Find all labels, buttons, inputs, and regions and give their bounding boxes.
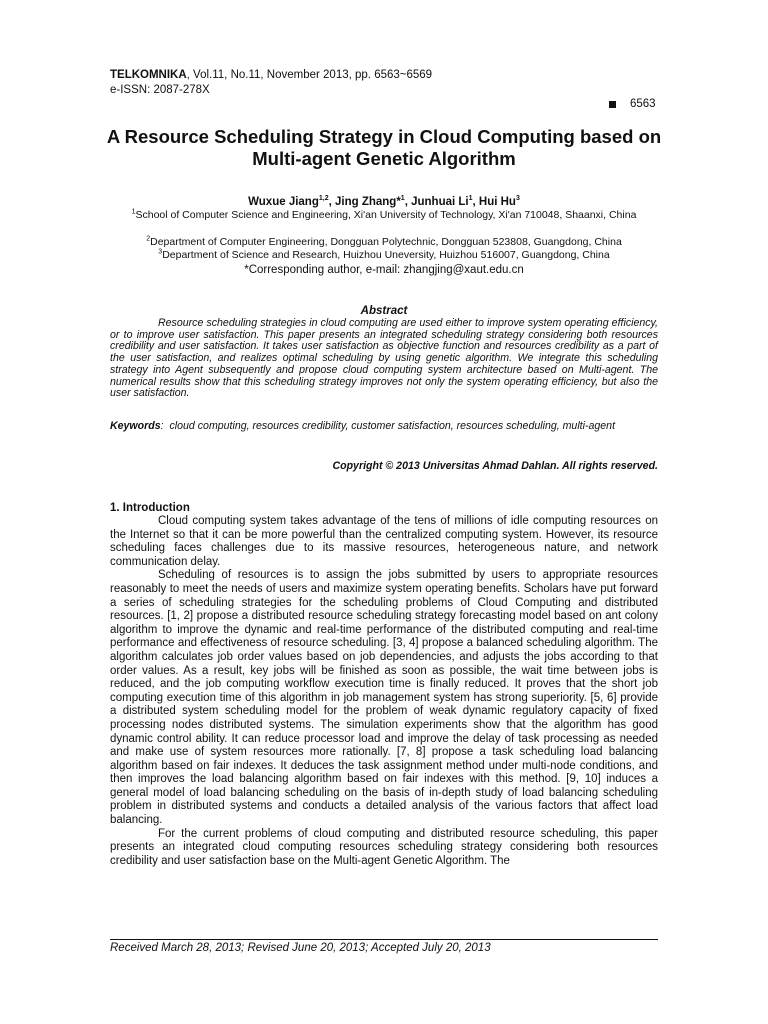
author: Jing Zhang*$^1$, [334, 195, 412, 208]
keywords: Keywords: cloud computing, resources credibility, customer satisfaction, resources scheduling, multi-agent [110, 420, 616, 432]
author-list [100, 195, 668, 209]
journal-details: , Vol.11, No.11, November 2013, pp. 6563~6569 [186, 69, 433, 81]
paragraph: Cloud computing system takes advantage of the tens of millions of idle computing resources on the Internet so that it can be more powerful than the centralized computing system. However, its resource scheduling faces challenges due to its massive resources, heterogeneous nature, and network communication delay. [110, 515, 658, 568]
journal-name: TELKOMNIKA [110, 69, 187, 81]
affiliation-1: $^1$School of Computer Science and Engineering, Xi'an University of Technology, Xi'an 710048, Shaanxi, China [131, 208, 637, 221]
paragraph: Scheduling of resources is to assign the jobs submitted by users to appropriate resources reasonably to meet the needs of users and maximize system operating benefits. Scholars have put forward a series of scheduling strategies for the scheduling problems of Cloud Computing and distributed resources. [1, 2] propose a distributed resource scheduling strategy forecasting model based on ant colony algorithm to improve the dynamic and real-time performance of the distributed computing and real-time performance and effectiveness of resource scheduling. [3, 4] propose a balanced scheduling algorithm. The algorithm calculates job order values based on job dependencies, and adjusts the jobs according to that order values. As a result, key jobs will be finished as soon as possible, the wait time between jobs is reduced, and the job computing workflow execution time is finally reduced. It proves that the short job computing execution time of this algorithm in job management system has strong superiority. [5, 6] provide a distributed system scheduling model for the problem of weak dynamic regulatory capacity of fixed processing nodes distributed systems. The simulation experiments show that the algorithm has good dynamic control ability. It can reduce processor load and improve the delay of task processing as needed and make use of system resources more rationally. [7, 8] propose a task scheduling load balancing algorithm based on fair indexes. It deduces the task assignment method under multi-node conditions, and then improves the load balancing algorithm based on fair indexes with this method. [9, 10] induces a general model of load balancing scheduling on the basis of in-depth study of load balancing scheduling problem in distributed systems and conducts a detailed analysis of the various factors that affect load balancing. [110, 569, 658, 827]
author: Junhuai Li$^1$, [411, 195, 479, 208]
square-bullet-icon [609, 101, 616, 108]
page-number-block [609, 97, 656, 111]
author: Hui Hu$^3$ [478, 195, 520, 208]
footer-divider [110, 939, 658, 940]
introduction-body [110, 515, 658, 868]
journal-header [110, 68, 432, 82]
section-heading: 1. Introduction [110, 502, 190, 514]
keywords-text: cloud computing, resources credibility, customer satisfaction, resources scheduling, multi-agent [169, 420, 616, 432]
received-dates: Received March 28, 2013; Revised June 20, 2013; Accepted July 20, 2013 [110, 942, 491, 954]
author: Wuxue Jiang$^{1,2}$, [248, 195, 335, 208]
affiliation-2: $^2$Department of Computer Engineering, Dongguan Polytechnic, Dongguan 523808, Guangdong, China [146, 235, 622, 248]
keywords-label: Keywords [110, 420, 161, 432]
affiliation-3: $^3$Department of Science and Research, Huizhou Uneversity, Huizhou 516007, Guangdong, China [158, 248, 610, 261]
issn: e-ISSN: 2087-278X [110, 84, 210, 96]
page-number: 6563 [630, 98, 656, 110]
abstract-text: Resource scheduling strategies in cloud computing are used either to improve system operating efficiency, or to improve user satisfaction. This paper presents an integrated scheduling strategy considering both resources credibility and user satisfaction. It takes user satisfaction as objective function and resources credibility as a part of the user satisfaction, and realizes optimal scheduling by using genetic algorithm. We integrate this scheduling strategy into Agent subsequently and propose cloud computing system architecture based on Multi-agent. The numerical results show that this scheduling strategy improves not only the system operating efficiency, but also the user satisfaction. [110, 317, 658, 400]
copyright: Copyright © 2013 Universitas Ahmad Dahlan. All rights reserved. [332, 460, 658, 472]
paper-title: A Resource Scheduling Strategy in Cloud Computing based on Multi-agent Genetic Algorithm [106, 126, 662, 169]
corresponding-author: *Corresponding author, e-mail: zhangjing@xaut.edu.cn [244, 264, 524, 276]
paragraph: For the current problems of cloud computing and distributed resource scheduling, this paper presents an integrated cloud computing resources scheduling strategy considering both resources credibility and user satisfaction base on the Multi-agent Genetic Algorithm. The [110, 827, 658, 867]
abstract-heading: Abstract [360, 305, 408, 317]
